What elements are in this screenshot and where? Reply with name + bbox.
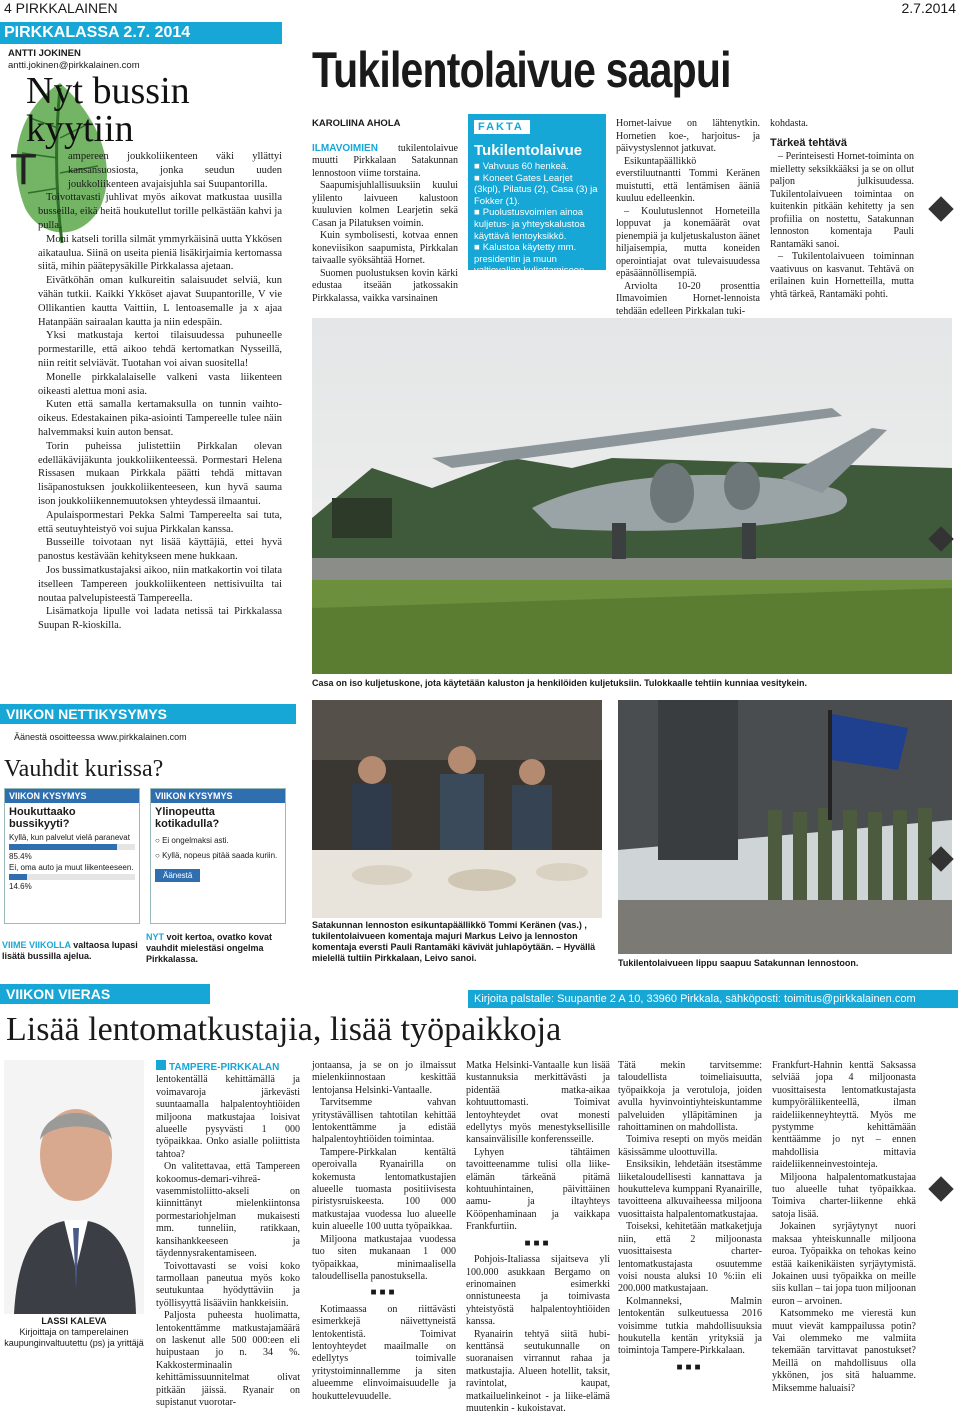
vote-button[interactable]: Äänestä — [155, 869, 200, 882]
section-separator: ■■■ — [676, 1361, 704, 1373]
previous-poll-option: Kyllä, kun palvelut vielä paranevat — [9, 833, 130, 842]
guest-column-3 — [466, 1060, 610, 1414]
article-paragraph: tukilentolaivue muutti Pirkkalaan Satakunnan lennostoon viime torstaina. — [312, 142, 458, 179]
fact-item: ■ Kalustoa käytetty mm. presidentin ja muun valtiovallan kuljettamiseen. — [474, 242, 600, 277]
column-paragraph: Apulaispormestari Pekka Salmi Tampereelta sai tuta, että seutuyhteistyö voi sujua Pirkkalan kanssa. — [38, 509, 282, 535]
guest-paragraph: Ryanairin tehtyä siitä hubi-kenttänsä seutukunnalle on suoranaisen virrannut rahaa ja matkustajia. Alueen hotellit, taksit, ravintolat, kaupat, matkailuelinkeinot - ja liike-elämä muutenkin - kukoistavat. — [466, 1328, 610, 1414]
previous-poll-percent: 85.4% — [9, 852, 32, 861]
guest-paragraph: Tampere-Pirkkalan kentältä operoivalla Ryanairilla on kokemusta lentomatkustajien alueelle tuomasta positiivisesta piristysruiskeesta. 100 000 matkustajaa vuodessa luo alueelle kuin alueelle 100 uutta työpaikkaa. — [312, 1146, 456, 1233]
author-caption — [4, 1316, 144, 1349]
guest-paragraph: Paljosta puheesta huolimatta, lentokenttämme matkustajamäärä on laskenut alle 500 000:een eli huipustaan jo n. 34 %. Kakkosterminaalin kehittämissuunnitelmat olivat pitkään jäissä. Ryanair on supistanut vuorotar- — [156, 1310, 300, 1408]
guest-paragraph: Lyhyen tähtäimen tavoitteenamme tulisi olla liike-elämän tärkeänä pitämä kohtuuhintainen, päivittäinen aamu- ja iltayhteys Kööpenhaminaan ja vaikkapa Frankfurtiin. — [466, 1146, 610, 1233]
article-paragraph: Saapumisjuhlallisuuksiin kuului ylilento laivueen kalustoon kuuluvien kolmen Learjetin sekä Casan ja Pilatuksen voimin. — [312, 180, 458, 229]
guest-column-4 — [618, 1060, 762, 1376]
guest-paragraph: Matka Helsinki-Vantaalle kun lisää kustannuksia merkittävästi ja pidentää matka-aikaa kohtuuttomasti. Toimivat lentoyhteydet ovat monesti edellytys myös menestyksellisille kansainvälisille konferensseille. — [466, 1060, 610, 1146]
fact-item: ■ Koneet Gates Learjet (3kpl), Pilatus (2), Casa (3) ja Fokker (1). — [474, 173, 600, 208]
article-column-4 — [770, 118, 914, 318]
column-paragraph: Kuten että samalla kertamaksulla on tunnin vaihto-oikeus. Edestakainen pika-asiointi Tampereelle tulee näin halvemmaksi kuin auton bensat. — [38, 399, 282, 438]
previous-poll-percent: 14.6% — [9, 882, 32, 891]
guest-paragraph: Miljoona halpalentomatkustajaa tuo alueelle tuhat työpaikkaa. Toimiva charter-liikenne ehkä satoja lisää. — [772, 1171, 916, 1220]
diamond-ornament — [928, 1176, 953, 1201]
guest-paragraph: Pohjois-Italiassa sijaitseva yli 100.000 asukkaan Bergamo on erinomainen esimerkki onnistuneesta ja toimivasta yhteistyöstä halpalentoyhtiöiden kanssa. — [466, 1254, 610, 1328]
article-paragraph: – Koulutuslennot Horneteilla loppuvat ja konemäärät ovat pienempiä ja kuljetuskaluston äänet hiljaisempia, mutta koneiden operointiajat ovat tulevaisuudessa epäsäännöllisempiä. — [616, 205, 760, 279]
poll-banner: VIIKON NETTIKYSYMYS — [0, 704, 296, 724]
caption-text: valtaosa lupasi lisätä bussilla ajelua. — [2, 940, 138, 961]
diamond-ornament — [928, 196, 953, 221]
column-paragraph: Monelle pirkkalalaiselle valkeni vasta liikenteen oikeasti alettua moni asia. — [38, 371, 282, 397]
flag-photo-caption: Tukilentolaivueen lippu saapuu Satakunnan lennostoon. — [618, 958, 859, 968]
fact-box — [468, 114, 606, 277]
article-kicker: ILMAVOIMIEN — [312, 142, 378, 154]
column-paragraph: Moni katseli torilla silmät ymmyrkäisinä uutta Ykkösen aikataulua. Siinä on useita pieniä lisäkirjaimia kertomassa siitä, mihin päätepysäkille Pirkkalassa ajetaan. — [38, 233, 282, 273]
drop-cap: T — [10, 145, 37, 194]
poll-link[interactable]: Äänestä osoitteessa www.pirkkalainen.com — [14, 732, 187, 742]
caption-kicker: VIIME VIIKOLLA — [2, 940, 71, 950]
guest-banner: VIIKON VIERAS — [0, 984, 210, 1004]
fact-item: ■ Vahvuus 60 henkeä. — [474, 161, 600, 173]
fact-box-title: Tukilentolaivue — [474, 142, 583, 159]
article-paragraph: kohdasta. — [770, 118, 809, 129]
caption-text: voit kertoa, ovatko kovat vauhdit mielestäsi ongelma Pirkkalassa. — [146, 932, 273, 964]
guest-kicker: TAMPERE-PIRKKALAN — [169, 1062, 280, 1073]
poll-option-label: Kyllä, nopeus pitää saada kuriin. — [162, 851, 278, 860]
column-paragraph: Jos bussimatkustajaksi aikoo, niin matkakortin voi tilata itselleen Tampereen joukkoliikenteen nettisivuilta tai noutaa palvelupisteestä Tampereella. — [38, 564, 282, 604]
guest-paragraph: Tarvitsemme vahvan yritystävällisen tahtotilan kehittää lentokenttämme ja edistää halpalentoyhtiöiden toimintaa. — [312, 1097, 456, 1146]
fact-item: ■ Puolustusvoimien ainoa kuljetus- ja yhteyskalustoa käyttävä lentoyksikkö. — [474, 207, 600, 242]
previous-poll-bar — [9, 844, 117, 850]
previous-poll-option: Ei, oma auto ja muut liikenteeseen. — [9, 863, 134, 872]
guest-article-title: Lisää lentomatkustajia, lisää työpaikkoja — [6, 1011, 562, 1048]
article-column-3 — [616, 118, 760, 318]
article-paragraph: – Tukilentolaivueen toiminnan vaativuus on kasvanut. Tehtävä on erilainen kuin Hornetteilla, mutta yhtä tärkeä, Rantamäki pohti. — [770, 251, 914, 300]
article-paragraph: Kuin symbolisesti, kotvaa ennen koneviisikon saapumista, Pirkkalan taivaalle syöksähtää Hornet. — [312, 230, 458, 266]
article-author: KAROLIINA AHOLA — [312, 118, 401, 129]
article-title: Tukilentolaivue saapui — [312, 42, 731, 98]
guest-paragraph: Ensiksikin, lehdetään itsestämme liiketaloudellisesti kannattava ja houkutteleva kumppani Ryanairille, tavoitteena alkuvaiheessa miljoona vuosittaista halpalentomatkustajaa. — [618, 1159, 762, 1220]
guest-paragraph: Frankfurt-Hahnin kenttä Saksassa selviää jopa 4 miljoonasta vuosittaisesta lentomatkustajasta kumpyöräliikenteellä, ilman raideliikenneyhteyttä. Myös me pystymme kehittämään kenttäämme jo nyt – ennen mahdollisia mittavia raideliikenneinvestointeja. — [772, 1060, 916, 1171]
column-paragraph: ampereen joukkoliikenteen väki yllättyi kansansuosiosta, jonka seudun uuden joukkoliikenteen avajaisjuhla sai Suupantorilla. — [68, 151, 282, 190]
guest-paragraph: Toimiva resepti on myös meidän käsissämme uloottuvilla. — [618, 1134, 762, 1158]
previous-poll-caption — [2, 940, 142, 962]
current-poll-caption — [146, 932, 276, 965]
previous-poll-widget — [4, 788, 140, 924]
author-email[interactable]: antti.jokinen@pirkkalainen.com — [8, 60, 140, 71]
flag-photo — [618, 700, 952, 954]
guest-column-5 — [772, 1060, 916, 1394]
column-body — [38, 150, 282, 680]
guest-paragraph: Kolmanneksi, Malmin lentokentän sulkeutuessa 2016 voisimme tutkia mahdollisuuksia houkutella kentän yrityksiä ja toimintoja Tampere-Pirkkalaan. — [618, 1295, 762, 1357]
column-paragraph: Eivätköhän oman kulkureitin salaisuudet selviä, kun vähän tutkii. Kaikki Ykköset ajavat Suupantorille, V vie Ollikantien kautta Vaittiin, L lentoasemalle ja x ajaa Hatanpään sairaalan kautta ja niin edespäin. — [38, 275, 282, 328]
guest-paragraph: Toivottavasti se voisi koko tarmollaan paneutua myös koko seutukuntaa hyödyttäviin ja työllisyyttä lisääviin hankkeisiin. — [156, 1260, 300, 1309]
column-banner: PIRKKALASSA 2.7. 2014 — [0, 22, 282, 44]
dinner-photo — [312, 700, 602, 918]
poll-option-label: Ei ongelmaksi asti. — [162, 836, 229, 845]
previous-poll-bar — [9, 874, 27, 880]
column-paragraph: Lisämatkoja lipulle voi ladata netissä tai Pirkkalassa Suupan R-kioskilla. — [38, 606, 282, 632]
article-paragraph: Hornet-laivue on lähtenytkin. Hornetien koe-, harjoitus- ja päivystyslennot jatkuvat. — [616, 118, 760, 154]
article-column-1 — [312, 118, 458, 318]
article-paragraph: Suomen puolustuksen kovin kärki edustaa itseään jatkossakin Pirkkalassa, vaikka varsinainen — [312, 267, 458, 304]
column-paragraph: Busseille toivotaan nyt lisää käyttäjiä, ettei hyvä panostus kestävään kehitykseen mene hukkaan. — [38, 537, 282, 563]
article-subheading: Tärkeä tehtävä — [770, 136, 848, 149]
poll-question: Vauhdit kurissa? — [4, 756, 164, 782]
guest-paragraph: Katsommeko me vierestä kun muut vievät kamppailussa potin? Vai olemmeko me valmiita tekemään tarvittavat panostukset? Meillä on mahdollisuus olla ykkönen, jos sitä haluamme. Miksemme haluaisi? — [772, 1308, 916, 1394]
guest-paragraph: Kotimaassa on riittävästi esimerkkejä näivettyneistä lentokentistä. Toimivat lentoyhteydet maailmalle on edellytys toimivalle yritystoiminnallemme ja siten alueemme elinvoimaisuudelle ja houkuttelevuudelle. — [312, 1303, 456, 1402]
poll-option-2[interactable]: ○ Kyllä, nopeus pitää saada kuriin. — [155, 851, 278, 860]
dinner-photo-caption: Satakunnan lennoston esikuntapäällikkö Tommi Keränen (vas.) , tukilentolaivueen komentaja majuri Markus Leivo ja lennoston komentaja eversti Pauli Rantamäki kävivät juhlapöytään. – Hyvällä mielellä tultiin Pirkkalaan, Leivo sanoi. — [312, 920, 596, 963]
author-role: Kirjoittaja on tamperelainen kaupunginvaltuutettu (ps) ja yrittäjä — [4, 1327, 144, 1348]
guest-paragraph: Toiseksi, kehitetään matkaketjuja niin, että 2 miljoonasta vuosittaisesta charter-lentomatkustajasta osuutemme voisi nousta aluksi 10 %:iin eli 200.000 matkustajaan. — [618, 1221, 762, 1295]
aircraft-photo-caption: Casa on iso kuljetuskone, jota käytetään kaluston ja henkilöiden kuljetuksiin. Tulokkaalle tehtiin kunniaa vesitykein. — [312, 678, 807, 688]
current-poll-widget — [150, 788, 286, 924]
guest-paragraph: Jokainen syrjäytynyt nuori maksaa yhteiskunnalle miljoona euroa. Työpaikka on tehokas keino estää kaikenikäisten syrjäytymistä. Jokainen uusi työpaikka on meille siis kullan – tai jopa tuon miljoonan euron – arvoinen. — [772, 1221, 916, 1307]
poll-option-1[interactable]: ○ Ei ongelmaksi asti. — [155, 836, 229, 845]
section-separator: ■■■ — [524, 1237, 552, 1249]
column-paragraph: Toivottavasti juhlivat myös aikovat matkustaa uusilla busseilla, eikä heitä houkutellut torille pelkästään kahvi ja pulla. — [38, 192, 282, 231]
guest-paragraph: Tätä mekin tarvitsemme: taloudellista toimeliaisuutta, työpaikkoja ja verotuloja, joiden avulla hyvinvointiyhteiskuntamme palveluiden ylläpitäminen ja rahoittaminen on mahdollista. — [618, 1060, 762, 1134]
caption-kicker: NYT — [146, 932, 164, 942]
issue-date: 2.7.2014 — [901, 0, 956, 16]
column-title: Nyt bussin kyytiin — [26, 70, 190, 150]
author-name: ANTTI JOKINEN — [8, 48, 81, 59]
article-paragraph: Esikuntapäällikkö everstiluutnantti Tommi Keränen muistutti, että lentämisen ääniä kuuluu edelleenkin. — [616, 155, 760, 204]
guest-paragraph: Miljoona matkustajaa vuodessa tuo siten mukanaan 1 000 työpaikkaa, minimaalisella taloudellisella panostuksella. — [312, 1233, 456, 1282]
guest-column-1 — [156, 1060, 300, 1408]
column-author — [8, 48, 268, 72]
poll-widgets — [4, 788, 292, 926]
previous-poll-question: Houkuttaako bussikyyti? — [9, 806, 76, 830]
page-number-section: 4 PIRKKALAINEN — [4, 0, 118, 16]
column-paragraph: Torin puheissa julistettiin Pirkkalan olevan edelläkävijäkunta joukkoliikenteessä. Pormestari Helena Rissasen mukaan Pirkkala päätti tehdä mittavan lisäpanostuksen joukkoliikenteeseen, kun hyvä sauma ison joukkoliikennemuutoksen yhteydessä ilmaantui. — [38, 440, 282, 507]
square-marker — [156, 1060, 166, 1070]
article-paragraph: Arviolta 10-20 prosenttia Ilmavoimien Hornet-lennoista tehdään edelleen Pirkkalan tuki- — [616, 280, 760, 317]
author-name: LASSI KALEVA — [41, 1316, 107, 1326]
guest-column-2 — [312, 1060, 456, 1402]
guest-paragraph: On valitettavaa, että Tampereen kokoomus-demari-vihreä-vasemmistoliitto-akseli on kiinnittänyt mielenkiintonsa pormestariohjelman mukaisesti mm. tunneliin, ratikkaan, kansihankkeeseen ja täydennysrakentamiseen. — [156, 1161, 300, 1260]
guest-paragraph: jontaansa, ja se on jo ilmaissut mielenkiinnostaan keskittää lentojansa Helsinki-Vantaalle. — [312, 1060, 456, 1096]
current-poll-header: VIIKON KYSYMYS — [151, 789, 285, 803]
previous-poll-header: VIIKON KYSYMYS — [5, 789, 139, 803]
current-poll-question: Ylinopeutta kotikadulla? — [155, 806, 220, 830]
fact-box-label: FAKTA — [474, 120, 530, 134]
section-separator: ■■■ — [370, 1287, 398, 1299]
contact-info: Kirjoita palstalle: Suupantie 2 A 10, 33960 Pirkkala, sähköposti: toimitus@pirkkalainen.com — [468, 990, 958, 1008]
aircraft-photo — [312, 318, 952, 674]
guest-paragraph: lentokentällä kehittämällä ja voimavaroja järkevästi suuntaamalla halpalentoyhtiöiden miljoona matkustajaa loisivat alueelle pysyvästi 1 000 työpaikkaa. Onko asialle poliittista tahtoa? — [156, 1074, 300, 1160]
page-header — [0, 0, 960, 18]
column-paragraph: Yksi matkustaja kertoi tilaisuudessa puhuneelle pormestarille, että aikoo tehdä kertomatkan Nysseillä, niin reitit selviävät. Tuotahan voi aivan suositella! — [38, 330, 282, 369]
author-portrait — [4, 1060, 144, 1314]
article-paragraph: – Perinteisesti Hornet-toiminta on mielletty seksikkääksi ja se on ollut paljon julkisuudessa. Tukilentolaivueen toimintaa on kuitenkin pitkään kehitetty ja sen profiilia on nostettu, Satakunnan lennoston komentaja Pauli Rantamäki sanoi. — [770, 151, 914, 250]
